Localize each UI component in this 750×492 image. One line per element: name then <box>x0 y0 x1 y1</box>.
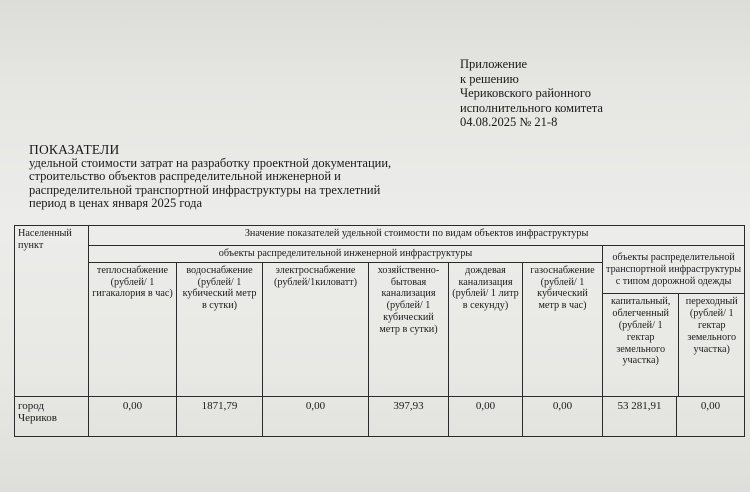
cell-value: 0,00 <box>89 397 177 437</box>
header-transport-transitional: переходный (рублей/ 1 гектар земельного участка) <box>685 296 738 355</box>
appendix-line: Приложение <box>460 57 528 71</box>
document-title: ПОКАЗАТЕЛИ <box>29 142 120 157</box>
header-transport-capital: капитальный, облегченный (рублей/ 1 гектар земельного участка) <box>603 294 679 396</box>
heading-line: период в ценах января 2025 года <box>29 196 203 211</box>
cell-settlement: город Чериков <box>15 397 89 437</box>
cell-value: 0,00 <box>523 397 603 437</box>
header-transport: объекты распределительной транспортной инфраструктуры с типом дорожной одежды <box>603 246 744 294</box>
header-water-supply: водоснабжение (рублей/ 1 кубический метр в сутки) <box>177 262 263 396</box>
heading-line: удельной стоимости затрат на разработку проектной документации, <box>29 155 392 170</box>
cell-value: 0,00 <box>677 397 745 437</box>
cell-value: 397,93 <box>369 397 449 437</box>
header-domestic-sewerage: хозяйственно-бытовая канализация (рублей/ 1 кубический метр в сутки) <box>369 262 449 396</box>
document-heading <box>29 143 459 211</box>
header-indicator-values: Значение показателей удельной стоимости по видам объектов инфраструктуры <box>89 226 745 246</box>
cell-value: 0,00 <box>449 397 523 437</box>
heading-line: строительство объектов распределительной инженерной и <box>29 169 341 184</box>
table-row <box>15 397 745 437</box>
cell-value: 0,00 <box>263 397 369 437</box>
appendix-line: исполнительного комитета <box>460 100 603 115</box>
indicators-table <box>14 225 745 437</box>
cell-value: 1871,79 <box>177 397 263 437</box>
appendix-block <box>460 57 603 130</box>
header-storm-sewerage: дождевая канализация (рублей/ 1 литр в секунду) <box>449 262 523 396</box>
appendix-date-number: 04.08.2025 № 21-8 <box>460 115 558 129</box>
header-settlement: Населенный пункт <box>15 226 89 397</box>
appendix-line: Чериковского районного <box>460 86 591 100</box>
header-gas-supply: газоснабжение (рублей/ 1 кубический метр в час) <box>523 262 603 396</box>
header-engineering: объекты распределительной инженерной инфраструктуры <box>89 246 603 263</box>
header-heat-supply: теплоснабжение (рублей/ 1 гигакалория в час) <box>89 262 177 396</box>
header-transport-cell <box>603 246 745 397</box>
header-power-supply: электроснабжение (рублей/1киловатт) <box>263 262 369 396</box>
heading-line: распределительной транспортной инфраструктуры на трехлетний <box>29 182 381 197</box>
appendix-line: к решению <box>460 71 519 86</box>
cell-value: 53 281,91 <box>603 397 677 437</box>
